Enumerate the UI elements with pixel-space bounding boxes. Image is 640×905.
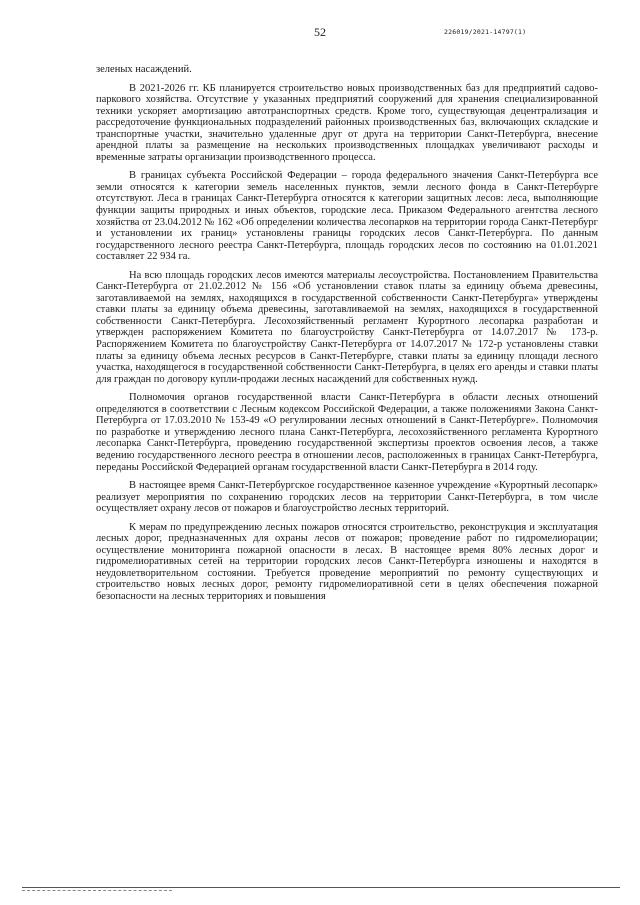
page-number: 52 [314, 25, 326, 39]
paragraph: К мерам по предупреждению лесных пожаров относятся строительство, реконструкция и эксплуатация лесных дорог, предназначенных для охраны лесов от пожаров; проведение работ по гидромелиорации; осуществление мониторинга пожарной опасности в лесах. В настоящее время 80% лесных дорог и гидромелиоративных сетей на территории городских лесов Санкт-Петербурга изношены и находятся в неудовлетворительном состоянии. Требуется проведение мероприятий по ремонту существующих и строительство новых лесных дорог, ремонту гидромелиоративной сети в целях обеспечения пожарной безопасности на лесных территориях и повышения [96, 521, 598, 602]
paragraph: На всю площадь городских лесов имеются материалы лесоустройства. Постановлением Правительства Санкт-Петербурга от 21.02.2012 № 156 «Об установлении ставок платы за единицу объема древесины, заготавливаемой на землях, находящихся в государственной собственности Санкт-Петербурга» утверждены ставки платы за единицу объема древесины, заготавливаемой на землях, находящихся в государственной собственности Санкт-Петербурга. Лесохозяйственный регламент Курортного лесопарка разработан и утвержден распоряжением Комитета по благоустройству Санкт-Петербурга от 14.07.2017 № 173-р. Распоряжением Комитета по благоустройству Санкт-Петербурга от 14.07.2017 № 172-р установлены ставки платы за единицу объема лесных ресурсов в Санкт-Петербурге, ставки платы за единицу площади лесного участка, находящегося в государственной собственности Санкт-Петербурга, в целях его аренды и ставки платы для граждан по договору купли-продажи лесных насаждений для собственных нужд. [96, 269, 598, 385]
paragraph: зеленых насаждений. [96, 64, 192, 75]
paragraph: В границах субъекта Российской Федерации – города федерального значения Санкт-Петербурга все земли относятся к категории земель населенных пунктов, земли лесного фонда в Санкт-Петербурге отсутствуют. Леса в границах Санкт-Петербурга относятся к категории защитных лесов: леса, выполняющие функции защиты природных и иных объектов, городские леса. Приказом Федерального агентства лесного хозяйства от 23.04.2012 № 162 «Об определении количества лесопарков на территории города Санкт-Петербург и установлении их границ» установлены границы городских лесов Санкт-Петербурга. По данным государственного лесного реестра Санкт-Петербурга, площадь городских лесов по состоянию на 01.01.2021 составляет 22 934 га. [96, 170, 598, 263]
document-id: 226019/2021-14797(1) [444, 28, 527, 36]
document-body [96, 64, 598, 610]
bottom-divider [22, 887, 620, 888]
paragraph: Полномочия органов государственной власти Санкт-Петербурга в области лесных отношений определяются в соответствии с Лесным кодексом Российской Федерации, а также положениями Закона Санкт-Петербурга от 17.03.2010 № 153-49 «О регулировании лесных отношений в Санкт-Петербурге». Полномочия по разработке и утверждению лесного плана Санкт-Петербурга, лесохозяйственного регламента Курортного лесопарка Санкт-Петербурга, проведению государственной экспертизы проектов освоения лесов, а также ведению государственного лесного реестра в отношении лесов, расположенных в границах Санкт-Петербурга, переданы Российской Федерацией органам государственной власти Санкт-Петербурга в 2014 году. [96, 392, 598, 473]
paragraph: В 2021-2026 гг. КБ планируется строительство новых производственных баз для предприятий садово-паркового хозяйства. Отсутствие у указанных предприятий сооружений для хранения специализированной техники ускоряет амортизацию автотранспортных средств. Кроме того, существующая децентрализация и рассредоточение функциональных подразделений районных производственных баз, включающих складские и транспортные участки, значительно удаленные друг от друга на территории Санкт-Петербурга, внесение арендной платы за размещение на нескольких производственных площадках увеличивают расходы и временные затраты организации производственного процесса. [96, 82, 598, 163]
paragraph: В настоящее время Санкт-Петербургское государственное казенное учреждение «Курортный лесопарк» реализует мероприятия по сохранению городских лесов на территории Санкт-Петербурга, в том числе осуществляет охрану лесов от пожаров и благоустройство лесных территорий. [96, 480, 598, 515]
bottom-divider-dashed [22, 890, 172, 891]
